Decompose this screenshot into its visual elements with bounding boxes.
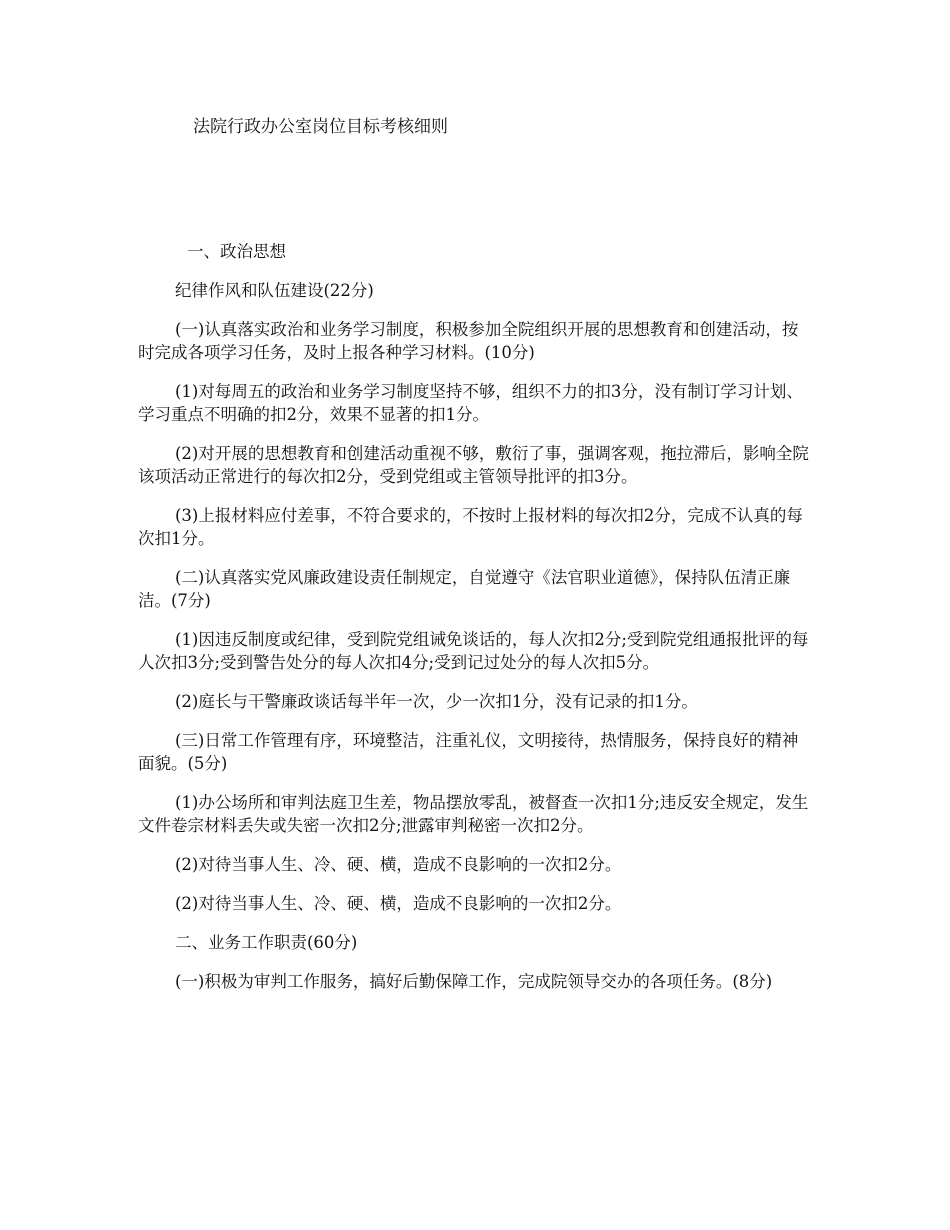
paragraph: (二)认真落实党风廉政建设责任制规定，自觉遵守《法官职业道德》，保持队伍清正廉洁。(7分) — [138, 568, 791, 610]
section-heading-political: 一、政治思想 — [187, 242, 286, 261]
section-heading-duties: 二、业务工作职责(60分) — [175, 933, 358, 952]
paragraph: (1)因违反制度或纪律，受到院党组诫免谈话的，每人次扣2分;受到院党组通报批评的每人次扣3分;受到警告处分的每人次扣4分;受到记过处分的每人次扣5分。 — [138, 630, 809, 672]
paragraph: (一)认真落实政治和业务学习制度，积极参加全院组织开展的思想教育和创建活动，按时完成各项学习任务，及时上报各种学习材料。(10分) — [138, 320, 799, 362]
paragraph: (2)庭长与干警廉政谈话每半年一次，少一次扣1分，没有记录的扣1分。 — [175, 692, 698, 711]
paragraph: (1)对每周五的政治和业务学习制度坚持不够，组织不力的扣3分，没有制订学习计划、学习重点不明确的扣2分，效果不显著的扣1分。 — [138, 382, 803, 424]
paragraph: (3)上报材料应付差事，不符合要求的，不按时上报材料的每次扣2分，完成不认真的每次扣1分。 — [138, 506, 803, 548]
document-title: 法院行政办公室岗位目标考核细则 — [193, 117, 448, 137]
paragraph: (2)对待当事人生、冷、硬、横，造成不良影响的一次扣2分。 — [175, 894, 622, 913]
subsection-heading-discipline: 纪律作风和队伍建设(22分) — [175, 281, 374, 300]
paragraph: (一)积极为审判工作服务，搞好后勤保障工作，完成院领导交办的各项任务。(8分) — [175, 972, 773, 991]
paragraph: (2)对开展的思想教育和创建活动重视不够，敷衍了事，强调客观，拖拉滞后，影响全院该项活动正常进行的每次扣2分，受到党组或主管领导批评的扣3分。 — [138, 444, 809, 486]
paragraph: (三)日常工作管理有序，环境整洁，注重礼仪，文明接待，热情服务，保持良好的精神面貌。(5分) — [138, 731, 799, 773]
document-body — [138, 240, 813, 1009]
paragraph: (1)办公场所和审判法庭卫生差，物品摆放零乱，被督查一次扣1分;违反安全规定，发生文件卷宗材料丢失或失密一次扣2分;泄露审判秘密一次扣2分。 — [138, 793, 809, 835]
paragraph: (2)对待当事人生、冷、硬、横，造成不良影响的一次扣2分。 — [175, 855, 622, 874]
